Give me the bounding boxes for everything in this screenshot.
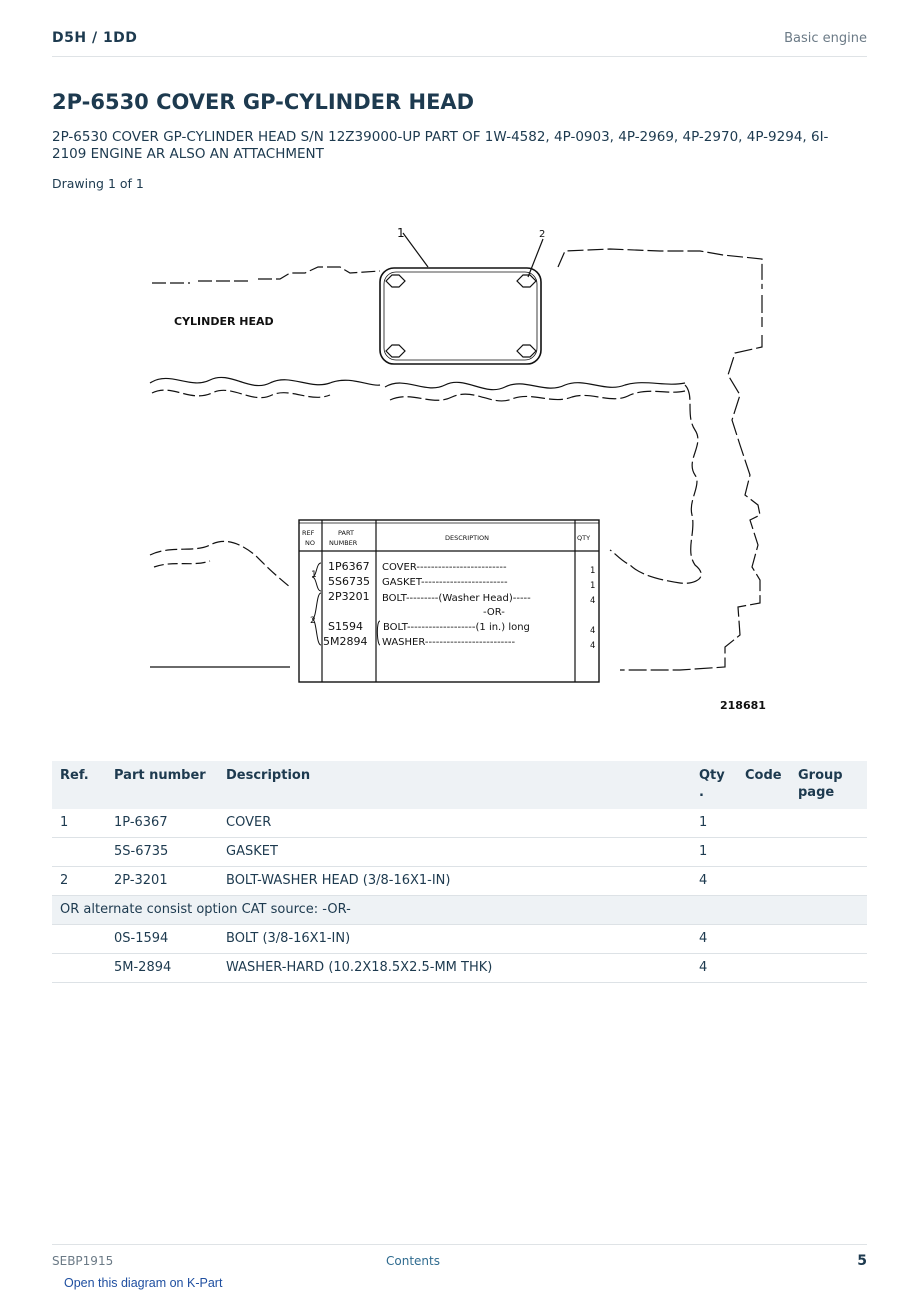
col-qty-dot: .: [699, 785, 704, 800]
legend-row-part: 5S6735: [328, 575, 370, 588]
cell-ref: [52, 954, 106, 983]
exploded-parts-drawing: [140, 215, 780, 720]
table-row: [52, 954, 867, 983]
legend-row-desc: COVER-------------------------: [382, 562, 507, 573]
legend-header-desc: DESCRIPTION: [445, 534, 489, 542]
model-breadcrumb: D5H / 1DD: [52, 30, 138, 46]
cell-code: [737, 954, 790, 983]
cell-group-page: [790, 867, 867, 896]
cell-code: [737, 838, 790, 867]
legend-row-desc: BOLT---------(Washer Head)-----: [382, 593, 531, 604]
callout-1: 1: [397, 226, 405, 240]
cell-group-page: [790, 838, 867, 867]
table-row: [52, 867, 867, 896]
col-code: Code: [737, 761, 790, 809]
col-qty-label: Qty: [699, 768, 725, 783]
cell-group-page: [790, 925, 867, 954]
legend-row-desc: GASKET------------------------: [382, 577, 508, 588]
section-name: Basic engine: [784, 31, 867, 46]
cell-ref: [52, 925, 106, 954]
cell-group-page: [790, 954, 867, 983]
cell-part-number: 5S-6735: [106, 838, 218, 867]
legend-table: [302, 529, 595, 651]
cell-part-number: 1P-6367: [106, 809, 218, 838]
page-number: 5: [857, 1253, 867, 1269]
cell-code: [737, 925, 790, 954]
legend-row-qty: 4: [590, 626, 596, 636]
legend-row-desc: BOLT-------------------(1 in.) long: [383, 622, 530, 633]
page-title: 2P-6530 COVER GP-CYLINDER HEAD: [52, 90, 475, 114]
legend-row-part: 5M2894: [323, 635, 368, 648]
legend-row-qty: 1: [590, 566, 596, 576]
document-id: SEBP1915: [52, 1254, 114, 1268]
alternate-option-note: OR alternate consist option CAT source: -OR-: [52, 896, 867, 925]
drawing-number: 218681: [720, 699, 766, 712]
table-row: [52, 809, 867, 838]
table-row: [52, 925, 867, 954]
callout-2: 2: [539, 229, 546, 240]
cell-part-number: 2P-3201: [106, 867, 218, 896]
legend-ref-1: 1: [311, 570, 317, 580]
page-subtitle: 2P-6530 COVER GP-CYLINDER HEAD S/N 12Z39000-UP PART OF 1W-4582, 4P-0903, 4P-2969, 4P-2970, 4P-9294, 6I-2109 ENGINE AR ALSO AN ATTACHMENT: [52, 129, 829, 162]
cell-description: WASHER-HARD (10.2X18.5X2.5-MM THK): [218, 954, 691, 983]
open-in-kpart-link[interactable]: Open this diagram on K-Part: [64, 1276, 223, 1290]
col-part-number: Part number: [106, 761, 218, 809]
col-page-label: page: [798, 785, 835, 800]
legend-header-ref-2: NO: [305, 539, 315, 547]
table-row: [52, 838, 867, 867]
col-ref: Ref.: [52, 761, 106, 809]
cell-group-page: [790, 809, 867, 838]
cell-qty: 1: [691, 809, 737, 838]
alternate-option-row: [52, 896, 867, 925]
col-group-label: Group: [798, 768, 843, 783]
col-qty: [691, 761, 737, 809]
drawing-count: Drawing 1 of 1: [52, 176, 144, 191]
legend-row-part: 2P3201: [328, 590, 370, 603]
legend-header-part-1: PART: [338, 529, 354, 537]
cell-code: [737, 809, 790, 838]
cell-description: BOLT-WASHER HEAD (3/8-16X1-IN): [218, 867, 691, 896]
col-description: Description: [218, 761, 691, 809]
page-header: [52, 28, 867, 57]
legend-header-ref-1: REF: [302, 529, 315, 537]
legend-row-part: 1P6367: [328, 560, 370, 573]
legend-row-qty: 1: [590, 581, 596, 591]
legend-header-qty: QTY: [577, 534, 591, 542]
cell-ref: 1: [52, 809, 106, 838]
legend-row-part: S1594: [328, 620, 363, 633]
legend-row-desc: -OR-: [483, 607, 505, 618]
cylinder-head-label: CYLINDER HEAD: [174, 315, 274, 328]
cell-ref: [52, 838, 106, 867]
cell-part-number: 0S-1594: [106, 925, 218, 954]
cell-ref: 2: [52, 867, 106, 896]
cell-description: COVER: [218, 809, 691, 838]
cell-description: GASKET: [218, 838, 691, 867]
cell-part-number: 5M-2894: [106, 954, 218, 983]
legend-row-desc: WASHER-------------------------: [382, 637, 516, 648]
cell-qty: 4: [691, 954, 737, 983]
cell-code: [737, 867, 790, 896]
cell-qty: 4: [691, 925, 737, 954]
legend-row-qty: 4: [590, 641, 596, 651]
cell-qty: 4: [691, 867, 737, 896]
legend-header-part-2: NUMBER: [329, 539, 358, 547]
parts-table: [52, 761, 867, 983]
contents-link[interactable]: Contents: [386, 1254, 440, 1268]
table-header-row: [52, 761, 867, 809]
legend-row-qty: 4: [590, 596, 596, 606]
cell-description: BOLT (3/8-16X1-IN): [218, 925, 691, 954]
legend-ref-2: 2: [310, 616, 316, 626]
page-footer: [52, 1244, 867, 1275]
col-group-page: [790, 761, 867, 809]
cell-qty: 1: [691, 838, 737, 867]
